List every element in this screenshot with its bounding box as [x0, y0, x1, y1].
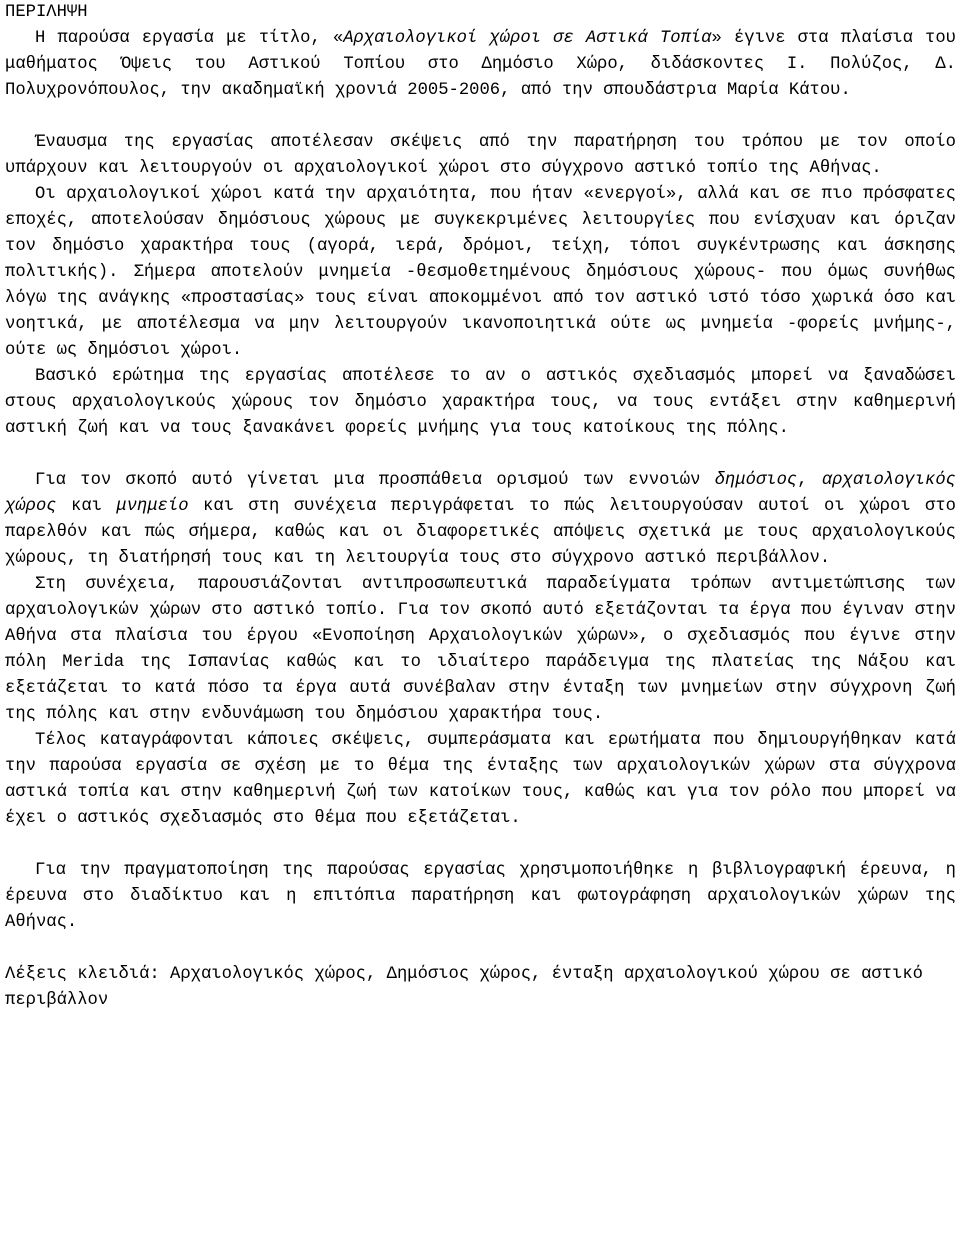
ancient-paragraph: Οι αρχαιολογικοί χώροι κατά την αρχαιότητα, που ήταν «ενεργοί», αλλά και σε πιο πρόσφατες εποχές, αποτελούσαν δημόσιους χώρους με συγκεκριμένες λειτουργίες που ενίσχυαν και όριζαν τον δημόσιο χαρακτήρα τους (αγορά, ιερά, δρόμοι, τείχη, τόποι συγκέντρωσης και άσκησης πολιτικής). Σήμερα αποτελούν μνημεία -θεσμοθετημένους δημόσιους χώρους- που όμως συνήθως λόγω της ανάγκης «προστασίας» τους είναι αποκομμένοι από τον αστικό ιστό τόσο χωρικά όσο και νοητικά, με αποτέλεσμα να μην λειτουργούν ικανοποιητικά ούτε ως μνημεία -φορείς μνήμης-, ούτε ως δημόσιοι χώροι.: [5, 185, 956, 360]
motivation-paragraph: Έναυσμα της εργασίας αποτέλεσαν σκέψεις από την παρατήρηση του τρόπου με τον οποίο υπάρχουν και λειτουργούν οι αρχαιολογικοί χώροι στο σύγχρονο αστικό τοπίο της Αθήνας.: [5, 133, 956, 178]
purpose-text-3: και: [56, 497, 117, 516]
paragraph-gap: [5, 104, 956, 130]
document-page: [5, 0, 956, 1014]
purpose-text-2: ,: [797, 471, 822, 490]
work-title: Αρχαιολογικοί χώροι σε Αστικά Τοπία: [343, 29, 712, 48]
intro-text-1: Η παρούσα εργασία με τίτλο, «: [35, 29, 344, 48]
keywords-paragraph: [5, 962, 956, 1014]
intro-text-2: » έγινε στα πλαίσια του μαθήματος Όψεις του Αστικού Τοπίου στο Δημόσιο Χώρο, διδάσκοντες Ι. Πολύζος, Δ. Πολυχρονόπουλος, την ακαδημαϊκή χρονιά 2005-2006, από την σπουδάστρια Μαρία Κάτου.: [5, 29, 957, 100]
term-monument: μνημείο: [116, 497, 189, 516]
page-title: ΠΕΡΙΛΗΨΗ: [5, 3, 88, 22]
purpose-text-4: και στη συνέχεια περιγράφεται το πώς λειτουργούσαν αυτοί οι χώροι στο παρελθόν και πώς σήμερα, καθώς και οι διαφορετικές απόψεις σχετικά με τους αρχαιολογικούς χώρους, τη διατήρησή τους και τη λειτουργία τους στο σύγχρονο αστικό περιβάλλον.: [5, 497, 956, 568]
purpose-paragraph: [5, 468, 956, 572]
keywords-label: Λέξεις κλειδιά:: [5, 965, 171, 984]
intro-paragraph: [5, 26, 956, 104]
paragraph-gap: [5, 936, 956, 962]
examples-paragraph: Στη συνέχεια, παρουσιάζονται αντιπροσωπευτικά παραδείγματα τρόπων αντιμετώπισης των αρχαιολογικών χώρων στο αστικό τοπίο. Για τον σκοπό αυτό εξετάζονται τα έργα που έγιναν στην Αθήνα στα πλαίσια του έργου «Ενοποίηση Αρχαιολογικών χώρων», ο σχεδιασμός που έγινε στην πόλη Merida της Ισπανίας καθώς και το ιδιαίτερο παράδειγμα της πλατείας της Νάξου και εξετάζεται το κατά πόσο τα έργα αυτά συνέβαλαν στην ένταξη των μνημείων στην σύγχρονη ζωή της πόλης και στην ενδυνάμωση του δημόσιου χαρακτήρα τους.: [5, 575, 956, 724]
keywords-text: Αρχαιολογικός χώρος, Δημόσιος χώρος, ένταξη αρχαιολογικού χώρου σε αστικό περιβάλλον: [5, 965, 923, 1010]
conclusions-paragraph: Τέλος καταγράφονται κάποιες σκέψεις, συμπεράσματα και ερωτήματα που δημιουργήθηκαν κατά την παρούσα εργασία σε σχέση με το θέμα της ένταξης των αρχαιολογικών χώρων στα σύγχρονα αστικά τοπία και στην καθημερινή ζωή των κατοίκων τους, καθώς και για τον ρόλο που μπορεί να έχει ο αστικός σχεδιασμός στο θέμα που εξετάζεται.: [5, 731, 956, 828]
method-paragraph: Για την πραγματοποίηση της παρούσας εργασίας χρησιμοποιήθηκε η βιβλιογραφική έρευνα, η έρευνα στο διαδίκτυο και η επιτόπια παρατήρηση και φωτογράφηση αρχαιολογικών χώρων της Αθήνας.: [5, 861, 956, 932]
term-archaeological-site: αρχαιολογικός χώρος: [5, 471, 956, 516]
paragraph-gap: [5, 832, 956, 858]
question-paragraph: Βασικό ερώτημα της εργασίας αποτέλεσε το αν ο αστικός σχεδιασμός μπορεί να ξαναδώσει στους αρχαιολογικούς χώρους τον δημόσιο χαρακτήρα τους, να τους εντάξει στην καθημερινή αστική ζωή και να τους ξανακάνει φορείς μνήμης για τους κατοίκους της πόλης.: [5, 367, 956, 438]
term-public: δημόσιος: [714, 471, 798, 490]
paragraph-gap: [5, 442, 956, 468]
purpose-text-1: Για τον σκοπό αυτό γίνεται μια προσπάθεια ορισμού των εννοιών: [35, 471, 715, 490]
